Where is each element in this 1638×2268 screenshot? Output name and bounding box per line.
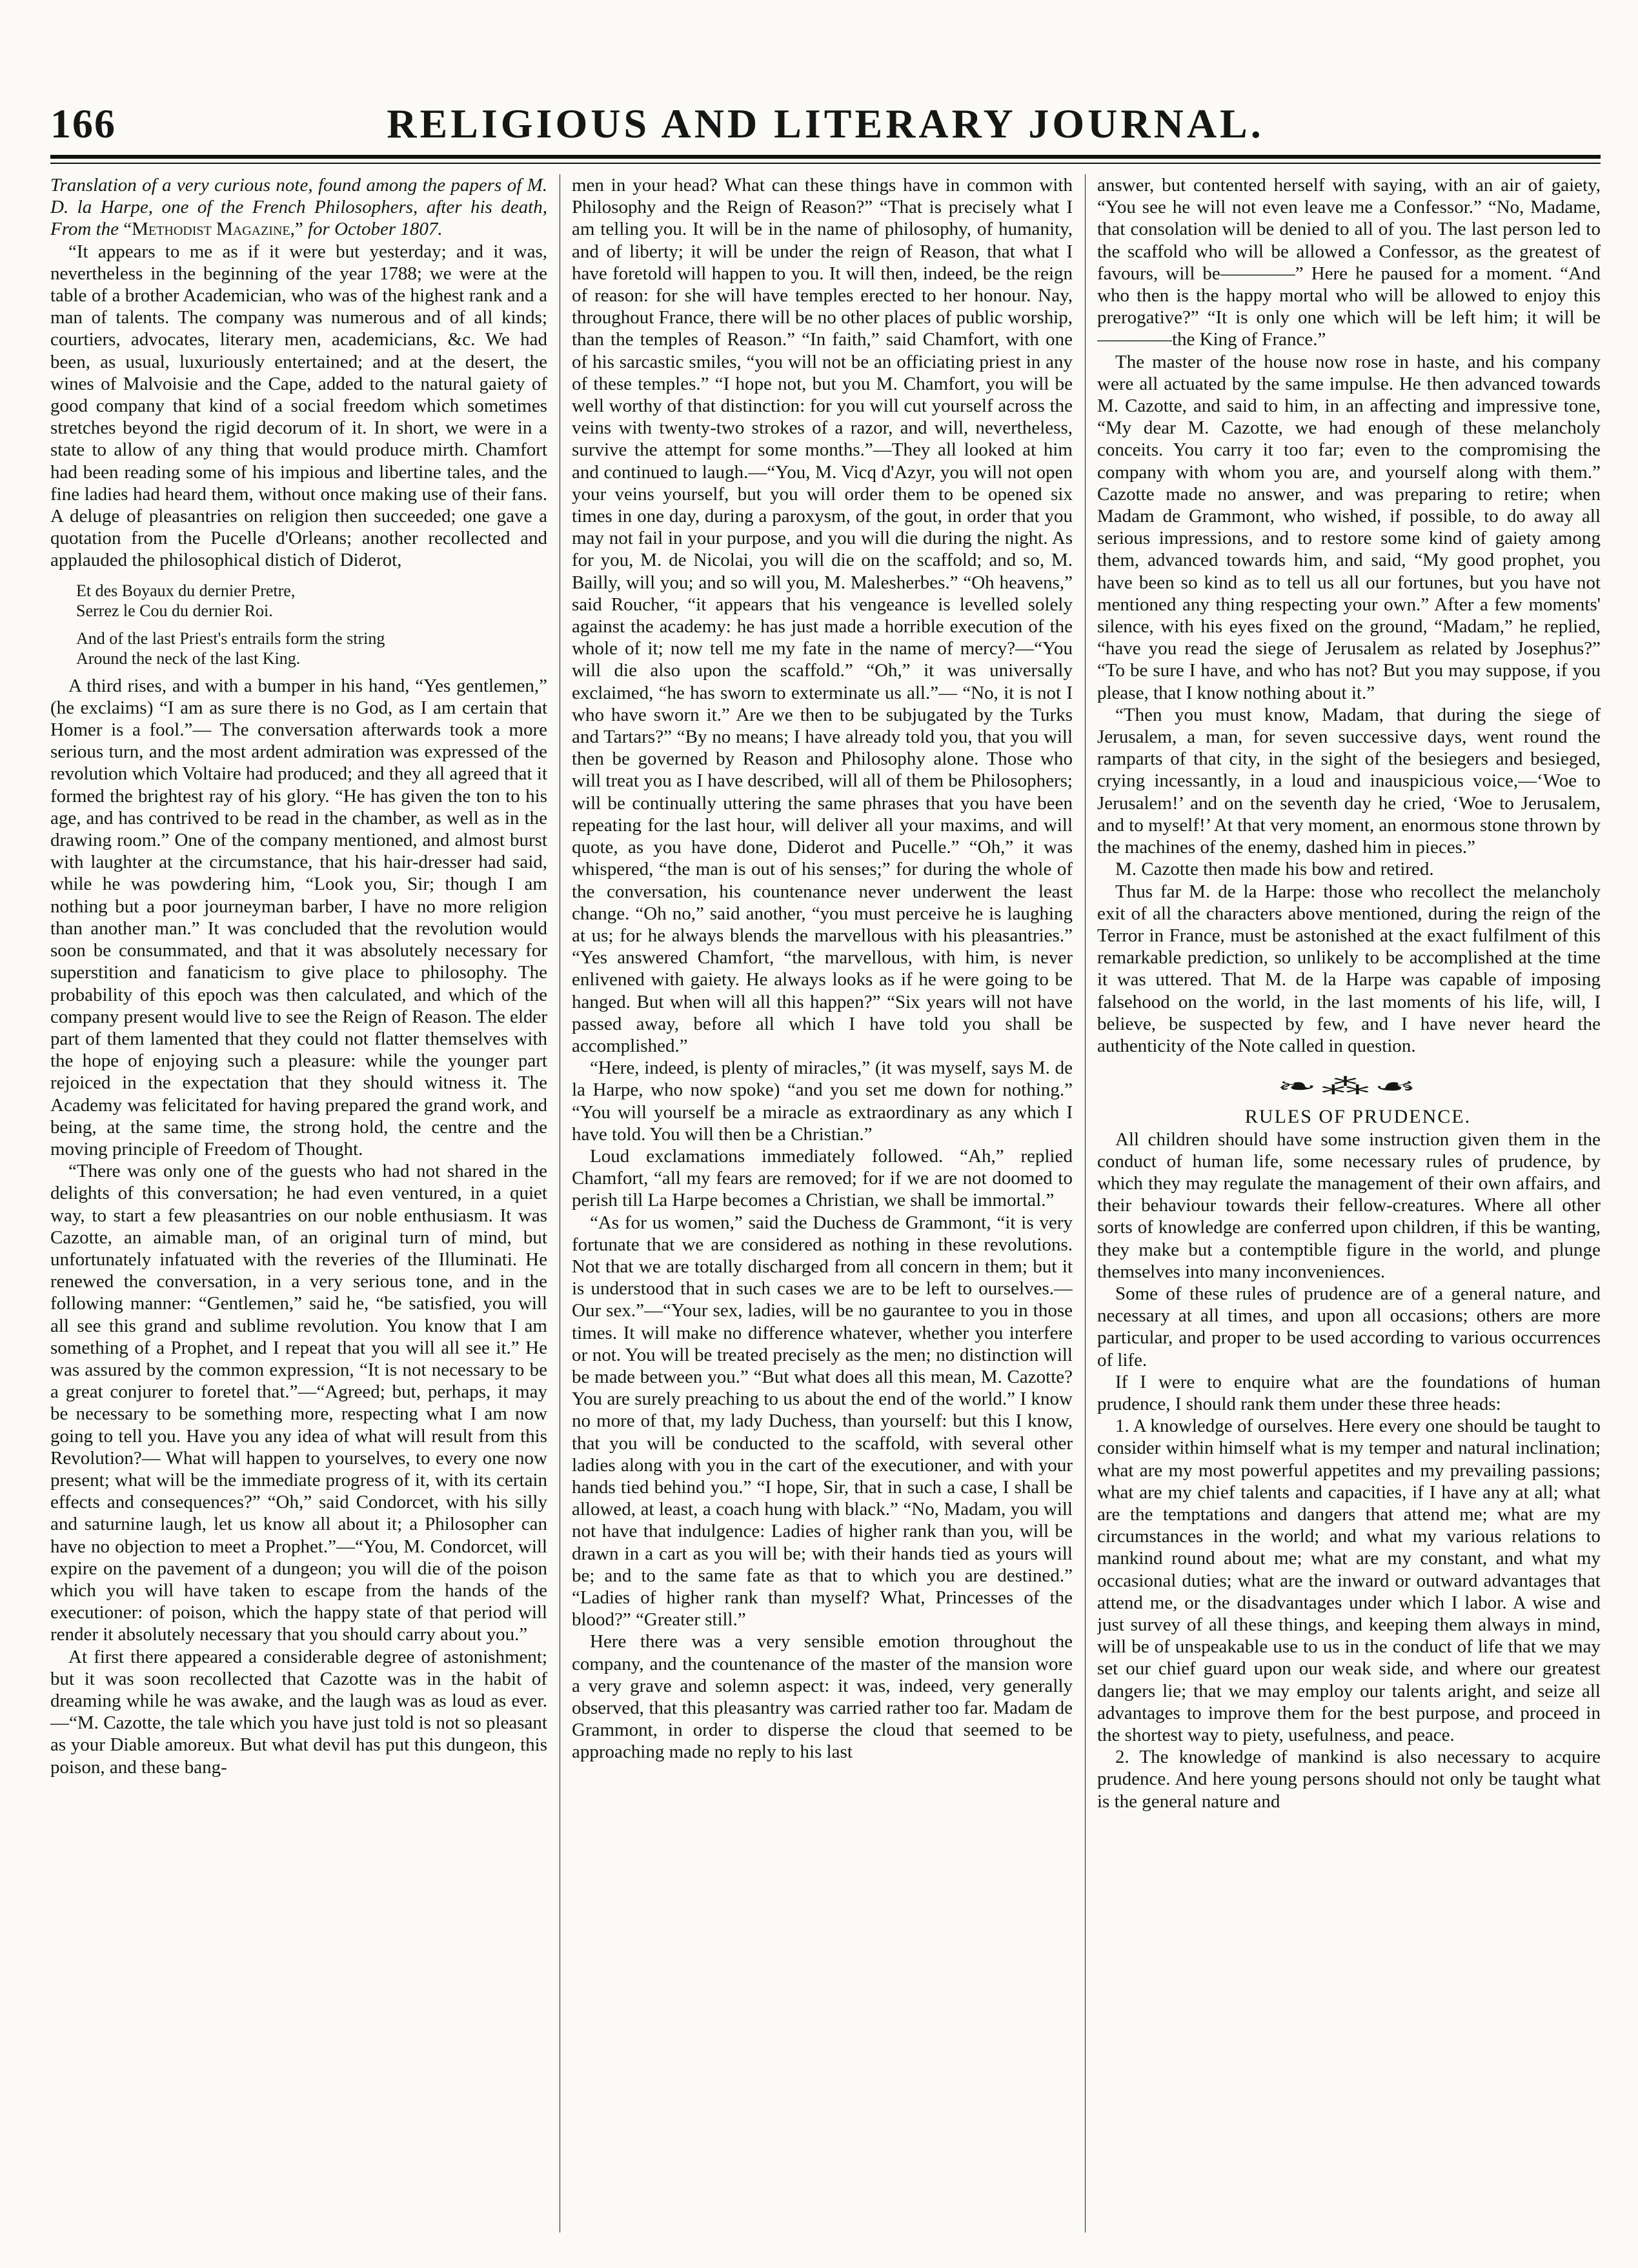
paragraph: M. Cazotte then made his bow and retired. [1115, 859, 1434, 880]
column-1 [50, 174, 547, 2239]
paragraph: A third rises, and with a bumper in his hand, “Yes gentlemen,” (he exclaims) “I am as sure there is no God, as I am certain that Homer is a fool.”— The conversation afterwards took a more serious turn, and the most ardent admiration was expressed of the revolution which Voltaire had produced; and they all agreed that it formed the brightest ray of his glory. “He has given the ton to his age, and has contrived to be read in the chamber, as well as in the drawing room.” One of the company mentioned, and almost burst with laughter at the circumstance, that his hair-dresser had said, while he was powdering him, “Look you, Sir; though I am nothing but a poor journeyman barber, I have no more religion than another man.” It was concluded that the revolution would soon be consummated, and that it was absolutely necessary for superstition and fanaticism to give place to philosophy. The probability of this epoch was then calculated, and which of the company present would live to see the Reign of Reason. The elder part of them lamented that they could not flatter themselves with the hope of enjoying such a pleasure: while the younger part rejoiced in the expectation that they should witness it. The Academy was felicitated for having prepared the grand work, and being, at the same time, the strong hold, the centre and the moving principle of Freedom of Thought. [50, 675, 547, 1159]
ornament-divider-icon: ❧⁂☙ [1276, 1075, 1422, 1099]
intro-date: for October 1807. [308, 219, 443, 240]
column-divider [1085, 174, 1086, 2233]
verse-line: Et des Boyaux du dernier Pretre, [76, 581, 296, 600]
paragraph: Some of these rules of prudence are of a general nature, and necessary at all times, and upon all occasions; others are more particular, and proper to be used according to various occurrences of life. [1097, 1283, 1601, 1370]
paragraph: “Then you must know, Madam, that during the siege of Jerusalem, a man, for seven successive days, went round the ramparts of that city, in the sight of the besiegers and besieged, crying incessantly, in a loud and inauspicious voice,—‘Woe to Jerusalem!’ and on the seventh day he cried, ‘Woe to Jerusalem, and to myself!’ At that very moment, an enormous stone thrown by the machines of the enemy, dashed him in pieces.” [1097, 704, 1601, 858]
header-rule-thin [50, 163, 1601, 164]
journal-title: RELIGIOUS AND LITERARY JOURNAL. [387, 101, 1264, 146]
column-3 [1097, 174, 1601, 2239]
page-header [50, 97, 1601, 151]
header-rule-thick [50, 155, 1601, 159]
paragraph: If I were to enquire what are the foundations of human prudence, I should rank them under these three heads: [1097, 1371, 1601, 1414]
column-2 [572, 174, 1073, 2239]
paragraph: 2. The knowledge of mankind is also necessary to acquire prudence. And here young persons should not only be taught what is the general nature and [1097, 1747, 1601, 1812]
paragraph: Here there was a very sensible emotion throughout the company, and the countenance of the master of the mansion wore a very grave and solemn aspect: it was, indeed, very generally observed, that this pleasantry was carried rather too far. Madam de Grammont, in order to disperse the cloud that seemed to be approaching made no reply to his last [572, 1631, 1073, 1763]
paragraph: answer, but contented herself with saying, with an air of gaiety, “You see he will not even leave me a Confessor.” “No, Madame, that consolation will be denied to all of you. The last person led to the scaffold who will be allowed a Confessor, as the greatest of favours, will be————” Here he paused for a moment. “And who then is the happy mortal who will be allowed to enjoy this prerogative?” “It is only one which will be left him; it will be————the King of France.” [1097, 175, 1601, 350]
paragraph: 1. A knowledge of ourselves. Here every one should be taught to consider within himself what is my temper and natural inclination; what are my most powerful appetites and my prevailing passions; what are my chief talents and capacities, if I have any at all; what are the temptations and dangers that attend me; what are my circumstances in the world; and what my various relations to mankind round about me; what are my constant, and what my occasional duties; what are the inward or outward advantages that attend me, or the disadvantages under which I labor. A wise and just survey of all these things, and keeping them always in mind, will be of unspeakable use to us in the conduct of life that we may set our chief guard upon our weak side, and where our greatest dangers lie; that we may employ our talents aright, and seize all advantages to improve them for the best purpose, and proceed in the shortest way to piety, usefulness, and peace. [1097, 1416, 1601, 1746]
paragraph: All children should have some instruction given them in the conduct of human life, some necessary rules of prudence, by which they may regulate the management of their own affairs, and their behaviour towards their fellow-creatures. Where all other sorts of knowledge are conferred upon children, if this be wanting, they make but a contemptible figure in the world, and plunge themselves into many inconveniences. [1097, 1129, 1601, 1282]
paragraph: Thus far M. de la Harpe: those who recollect the melancholy exit of all the characters above mentioned, during the reign of the Terror in France, must be astonished at the exact fulfilment of this remarkable prediction, so unlikely to be accomplished at the time it was uttered. That M. de la Harpe was capable of imposing falsehood on the world, in the last moments of his life, will, I believe, be suspected by few, and I have never heard the authenticity of the Note called in question. [1097, 881, 1601, 1056]
verse-line: Serrez le Cou du dernier Roi. [76, 601, 273, 620]
intro-source: “Methodist Magazine,” [123, 219, 303, 240]
verse-quote [76, 581, 547, 668]
paragraph: “It appears to me as if it were but yesterday; and it was, nevertheless in the beginning of the year 1788; we were at the table of a brother Academician, who was of the highest rank and a man of talents. The company was numerous and of all kinds; courtiers, advocates, literary men, academicians, &c. We had been, as usual, luxuriously entertained; and at the desert, the wines of Malvoisie and the Cape, added to the natural gaiety of good company that kind of a social freedom which sometimes stretches beyond the rigid decorum of it. In short, we were in a state to allow of any thing that would produce mirth. Chamfort had been reading some of his impious and libertine tales, and the fine ladies had heard them, without once making use of their fans. A deluge of pleasantries on religion then succeeded; one gave a quotation from the Pucelle d'Orleans; another recollected and applauded the philosophical distich of Diderot, [50, 241, 547, 571]
verse-line: And of the last Priest's entrails form the string [76, 628, 385, 648]
intro-text: Translation of a very curious note, found among the papers of M. D. la Harpe, one of the French Philosophers, after his death, From the [50, 175, 547, 240]
paragraph: “There was only one of the guests who had not shared in the delights of this conversation; he had even ventured, in a quiet way, to start a few pleasantries on our noble enthusiasm. It was Cazotte, an aimable man, of an original turn of mind, but unfortunately infatuated with the reveries of the Illuminati. He renewed the conversation, in a very serious tone, and in the following manner: “Gentlemen,” said he, “be satisfied, you will all see this grand and sublime revolution. You know that I am something of a Prophet, and I repeat that you will all see it.” He was assured by the common expression, “It is not necessary to be a great conjurer to foretel that.”—“Agreed; but, perhaps, it may be necessary to be something more, respecting what I am now going to tell you. Have you any idea of what will result from this Revolution?— What will happen to yourselves, to every one now present; what will be the immediate progress of it, with its certain effects and consequences?” “Oh,” said Condorcet, with his silly and saturnine laugh, let us know all about it; a Philosopher can have no objection to meet a Prophet.”—“You, M. Condorcet, will expire on the pavement of a dungeon; you will die of the poison which you will have taken to escape from the hands of the executioner: of poison, which the happy state of that period will render it absolutely necessary that you should carry about you.” [50, 1161, 547, 1645]
page-number: 166 [50, 101, 116, 146]
paragraph: At first there appeared a considerable degree of astonishment; but it was soon recollected that Cazotte was in the habit of dreaming while he was awake, and the laugh was as loud as ever.—“M. Cazotte, the tale which you have just told is not so pleasant as your Diable amoreux. But what devil has put this dungeon, this poison, and these bang- [50, 1646, 547, 1778]
article-intro [50, 174, 547, 241]
paragraph: “Here, indeed, is plenty of miracles,” (it was myself, says M. de la Harpe, who now spoke) “and you set me down for nothing.” “You will yourself be a miracle as extraordinary as any which I have told. You will then be a Christian.” [572, 1058, 1073, 1145]
section-heading: RULES OF PRUDENCE. [1244, 1106, 1471, 1128]
paragraph: The master of the house now rose in haste, and his company were all actuated by the same impulse. He then advanced towards M. Cazotte, and said to him, in an affecting and impressive tone, “My dear M. Cazotte, we had enough of these melancholy conceits. You carry it too far; even to the compromising the company with whom you are, and yourself along with them.” Cazotte made no answer, and was preparing to retire; when Madam de Grammont, who wished, if possible, to do away all serious impressions, and to restore some kind of gaiety among them, advanced towards him, and said, “My good prophet, you have been so kind as to tell us all our fortunes, but you have not mentioned any thing respecting your own.” After a few moments' silence, with his eyes fixed on the ground, “Madam,” he replied, “have you read the siege of Jerusalem as related by Josephus?” “To be sure I have, and who has not? But you may suppose, if you please, that I know nothing about it.” [1097, 351, 1601, 703]
paragraph: men in your head? What can these things have in common with Philosophy and the Reign of Reason?” “That is precisely what I am telling you. It will be in the name of philosophy, of humanity, and of liberty; it will be under the reign of Reason, that what I have foretold will happen to you. It will then, indeed, be the reign of reason: for she will have temples erected to her honour. Nay, throughout France, there will be no other places of public worship, than the temples of Reason.” “In faith,” said Chamfort, with one of his sarcastic smiles, “you will not be an officiating priest in any of these temples.” “I hope not, but you M. Chamfort, you will be well worthy of that distinction: for you will cut yourself across the veins with twenty-two strokes of a razor, and will, nevertheless, survive the attempt for some months.”—They all looked at him and continued to laugh.—“You, M. Vicq d'Azyr, you will not open your veins yourself, but you will order them to be opened six times in one day, during a paroxysm, of the gout, in order that you may not fail in your purpose, and you will die during the night. As for you, M. de Nicolai, you will die on the scaffold; and so, M. Bailly, will you; and so will you, M. Malesherbes.” “Oh heavens,” said Roucher, “it appears that his vengeance is levelled solely against the academy: he has just made a horrible execution of the whole of it; now tell me my fate in the name of mercy?—“You will die also upon the scaffold.” “Oh,” it was universally exclaimed, “he has sworn to exterminate us all.”— “No, it is not I who have sworn it.” Are we then to be subjugated by the Turks and Tartars?” “By no means; I have already told you, that you will then be governed by Reason and Philosophy alone. Those who will treat you as I have described, will all of them be Philosophers; will be continually uttering the same phrases that you have been repeating for the last hour, will deliver all your maxims, and will quote, as you have done, Diderot and Pucelle.” “Oh,” it was whispered, “the man is out of his senses;” for during the whole of the conversation, his countenance never underwent the least change. “Oh no,” said another, “you must perceive he is laughing at us; for he always blends the marvellous with his pleasantries.” “Yes answered Chamfort, “the marvellous, with him, is never enlivened with gaiety. He always looks as if he were going to be hanged. But when will all this happen?” “Six years will not have passed away, before all which I have told you shall be accomplished.” [572, 175, 1073, 1056]
paragraph: “As for us women,” said the Duchess de Grammont, “it is very fortunate that we are considered as nothing in these revolutions. Not that we are totally discharged from all concern in them; but it is understood that in such cases we are to be left to ourselves.—Our sex.”—“Your sex, ladies, will be no gaurantee to you in those times. It will make no difference whatever, whether you interfere or not. You will be treated precisely as the men; no distinction will be made between you.” “But what does all this mean, M. Cazotte? You are surely preaching to us about the end of the world.” I know no more of that, my lady Duchess, than yourself: but this I know, that you will be conducted to the scaffold, with several other ladies along with you in the cart of the executioner, and with your hands tied behind you.” “I hope, Sir, that in such a case, I shall be allowed, at least, a coach hung with black.” “No, Madam, you will not have that indulgence: Ladies of higher rank than you, will be drawn in a cart as you will be; with their hands tied as yours will be; and to the same fate as that to which you are destined.” “Ladies of higher rank than myself? What, Princesses of the blood?” “Greater still.” [572, 1212, 1073, 1631]
paragraph: Loud exclamations immediately followed. “Ah,” replied Chamfort, “all my fears are removed; for if we are not doomed to perish till La Harpe becomes a Christian, we shall be immortal.” [572, 1145, 1073, 1211]
verse-line: Around the neck of the last King. [76, 648, 301, 668]
